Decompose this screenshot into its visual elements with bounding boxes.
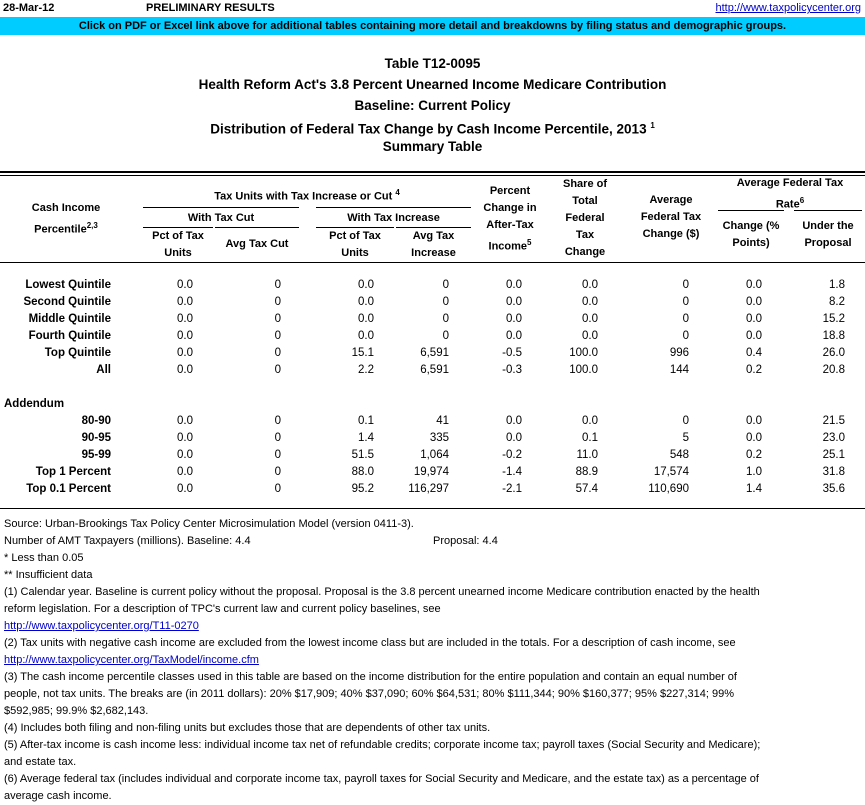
- cell-c5: -1.4: [502, 466, 522, 478]
- cell-c9: 8.2: [829, 296, 845, 308]
- cell-c4: 0: [442, 330, 449, 342]
- header-avg-fed-change: Average Federal Tax Change ($): [640, 194, 702, 240]
- table-row: [0, 279, 865, 296]
- cell-c2: 0: [274, 449, 281, 461]
- cell-c5: 0.0: [506, 279, 522, 291]
- cell-c7: 548: [669, 449, 689, 461]
- cell-c5: 0.0: [506, 296, 522, 308]
- cell-c7: 0: [682, 296, 689, 308]
- note-3: (3) The cash income percentile classes used in this table are based on the income distribution for the entire population and contain an equal number of: [4, 671, 737, 683]
- cell-c6: 0.1: [582, 432, 598, 444]
- cell-c5: -0.2: [502, 449, 522, 461]
- cell-c2: 0: [274, 296, 281, 308]
- header-share: Share of Total Federal Tax Change: [562, 178, 607, 258]
- row-label: Top Quintile: [44, 347, 111, 359]
- cell-c4: 6,591: [420, 364, 449, 376]
- cell-c5: -0.5: [502, 347, 522, 359]
- cell-c3: 0.0: [358, 313, 374, 325]
- cell-c9: 25.1: [822, 449, 845, 461]
- header-pct-units-inc: Pct of Tax Units: [329, 230, 381, 259]
- row-label: Top 1 Percent: [35, 466, 111, 478]
- table-row: [0, 313, 865, 330]
- cell-c6: 100.0: [569, 364, 598, 376]
- row-label: Lowest Quintile: [25, 279, 111, 291]
- header-change-points: Change (% Points): [722, 220, 780, 249]
- table-row: [0, 330, 865, 347]
- cell-c2: 0: [274, 330, 281, 342]
- amt-note: Number of AMT Taxpayers (millions). Baseline: 4.4 Proposal: 4.4: [4, 535, 498, 547]
- top-bar: [0, 0, 865, 16]
- row-label: 95-99: [81, 449, 111, 461]
- report-date: 28-Mar-12: [3, 2, 55, 14]
- cell-c1: 0.0: [177, 432, 193, 444]
- cell-c5: 0.0: [506, 313, 522, 325]
- cell-c9: 1.8: [829, 279, 845, 291]
- cell-c6: 0.0: [582, 279, 598, 291]
- cell-c4: 0: [442, 279, 449, 291]
- cell-c3: 95.2: [351, 483, 374, 495]
- cell-c8: 0.0: [746, 415, 762, 427]
- cell-c8: 0.0: [746, 330, 762, 342]
- cell-c1: 0.0: [177, 415, 193, 427]
- row-label: Middle Quintile: [28, 313, 111, 325]
- cell-c2: 0: [274, 466, 281, 478]
- cell-c6: 0.0: [582, 313, 598, 325]
- table-row: [0, 432, 865, 449]
- table-kind: Summary Table: [382, 139, 483, 155]
- cell-c3: 15.1: [351, 347, 374, 359]
- cell-c6: 0.0: [582, 296, 598, 308]
- header-avg-rate: Average Federal Tax Rate$^6$: [736, 177, 844, 211]
- cell-c2: 0: [274, 432, 281, 444]
- cell-c7: 996: [669, 347, 689, 359]
- cell-c1: 0.0: [177, 449, 193, 461]
- cell-c4: 0: [442, 296, 449, 308]
- cell-c8: 0.0: [746, 313, 762, 325]
- cell-c6: 0.0: [582, 330, 598, 342]
- note-6: (6) Average federal tax (includes individual and corporate income tax, payroll taxes for Social Security and Medicare, and the estate tax) as a percentage of: [4, 773, 759, 785]
- cell-c4: 0: [442, 313, 449, 325]
- cell-c2: 0: [274, 279, 281, 291]
- cell-c4: 6,591: [420, 347, 449, 359]
- cell-c8: 0.2: [746, 449, 762, 461]
- table-bottom-rule: [0, 508, 865, 509]
- cell-c8: 1.0: [746, 466, 762, 478]
- cell-c9: 15.2: [822, 313, 845, 325]
- cell-c1: 0.0: [177, 483, 193, 495]
- table-row: [0, 364, 865, 381]
- cell-c4: 19,974: [413, 466, 449, 478]
- header-cash-income: Cash Income Percentile$^{2,3}$: [31, 202, 101, 236]
- note-5: (5) After-tax income is cash income less: individual income tax net of refundable credits; corporate income tax; payroll taxes (Social Security and Medicare);: [4, 739, 761, 751]
- footnotes: Source: Urban-Brookings Tax Policy Center Microsimulation Model (version 0411-3). Number of AMT Taxpayers (millions). Baseline: 4.4 Proposal: 4.4 * Less than 0.05 ** Insufficient data (1) Calendar year. Baseline is current policy without the proposal. Proposal is the 3.8 percent unearned income Medicare contribution enacted by the health reform legislation. For a description of TPC's current law and current policy baselines, see http://www.taxpolicycenter.org/T11-0270 (2) Tax units with negative cash income are excluded from the lowest income class but are included in the totals. For a description of cash income, see http://www.taxpolicycenter.org/TaxModel/income.cfm (3) The cash income percentile classes used in this table are based on the income distribution for the entire population and contain an equal number of people, not tax units. The breaks are (in 2011 dollars): 20% $17,909; 40% $37,090; 60% $64,531; 80% $111,344; 90% $160,377; 95% $227,314; 99% $592,985; 99.9% $2,682,143. (4) Includes both filing and non-filing units but excludes those that are dependents of other tax units. (5) After-tax income is cash income less: individual income tax net of refundable credits; corporate income tax; payroll taxes (Social Security and Medicare); and estate tax. (6) Average federal tax (includes individual and corporate income tax, payroll taxes for Social Security and Medicare, and the estate tax) as a percentage of average cash income.: [4, 516, 862, 805]
- cell-c4: 335: [429, 432, 449, 444]
- cell-c3: 88.0: [351, 466, 374, 478]
- cell-c5: 0.0: [506, 330, 522, 342]
- cell-c9: 35.6: [822, 483, 845, 495]
- header-with-cut: With Tax Cut: [187, 212, 255, 224]
- cell-c9: 23.0: [822, 432, 845, 444]
- header-bottom-rule: [0, 262, 865, 263]
- addendum-label: Addendum: [4, 398, 65, 410]
- note-2: (2) Tax units with negative cash income are excluded from the lowest income class but are included in the totals. For a description of cash income, see: [4, 637, 736, 649]
- row-label: 80-90: [81, 415, 111, 427]
- cell-c2: 0: [274, 347, 281, 359]
- cell-c1: 0.0: [177, 347, 193, 359]
- cell-c5: -2.1: [502, 483, 522, 495]
- header-tax-units: Tax Units with Tax Increase or Cut $^4$: [214, 188, 400, 203]
- cell-c6: 88.9: [575, 466, 598, 478]
- header-under-proposal: Under the Proposal: [802, 220, 854, 249]
- cell-c3: 0.0: [358, 296, 374, 308]
- cell-c7: 5: [682, 432, 689, 444]
- header-avg-increase: Avg Tax Increase: [411, 230, 456, 259]
- cell-c1: 0.0: [177, 364, 193, 376]
- cell-c8: 1.4: [746, 483, 762, 495]
- row-label: 90-95: [81, 432, 111, 444]
- cell-c1: 0.0: [177, 313, 193, 325]
- cell-c4: 1,064: [420, 449, 449, 461]
- cell-c5: -0.3: [502, 364, 522, 376]
- table-title: Health Reform Act's 3.8 Percent Unearned Income Medicare Contribution: [198, 76, 667, 92]
- header-with-increase: With Tax Increase: [347, 212, 440, 224]
- cell-c1: 0.0: [177, 466, 193, 478]
- cell-c1: 0.0: [177, 296, 193, 308]
- status-label: PRELIMINARY RESULTS: [146, 2, 275, 14]
- cell-c6: 11.0: [576, 449, 598, 461]
- cell-c1: 0.0: [177, 330, 193, 342]
- cell-c9: 21.5: [822, 415, 845, 427]
- cell-c7: 0: [682, 330, 689, 342]
- baseline-link[interactable]: http://www.taxpolicycenter.org/T11-0270: [4, 620, 199, 632]
- cell-c7: 144: [669, 364, 689, 376]
- cell-c2: 0: [274, 313, 281, 325]
- header-pct-units-cut: Pct of Tax Units: [152, 230, 204, 259]
- cell-c5: 0.0: [506, 432, 522, 444]
- cell-c6: 100.0: [569, 347, 598, 359]
- table-baseline: Baseline: Current Policy: [354, 97, 511, 113]
- cell-c1: 0.0: [177, 279, 193, 291]
- cell-c8: 0.2: [746, 364, 762, 376]
- cell-c3: 0.0: [358, 330, 374, 342]
- cell-c2: 0: [274, 364, 281, 376]
- info-banner: Click on PDF or Excel link above for additional tables containing more detail and breakdowns by filing status and demographic groups.: [0, 17, 865, 35]
- table-row: [0, 466, 865, 483]
- table-subtitle: Distribution of Federal Tax Change by Cash Income Percentile, 2013 $^1$: [210, 121, 655, 137]
- cell-c3: 0.1: [358, 415, 374, 427]
- cell-c3: 2.2: [358, 364, 374, 376]
- note-1: (1) Calendar year. Baseline is current policy without the proposal. Proposal is the 3.8 percent unearned income Medicare contribution enacted by the health: [4, 586, 760, 598]
- insufficient-note: ** Insufficient data: [4, 569, 93, 581]
- cell-c8: 0.0: [746, 279, 762, 291]
- table-titles: [0, 54, 865, 158]
- row-label: Fourth Quintile: [28, 330, 111, 342]
- cell-c5: 0.0: [506, 415, 522, 427]
- source-note: Source: Urban-Brookings Tax Policy Center Microsimulation Model (version 0411-3).: [4, 518, 414, 530]
- cell-c6: 57.4: [575, 483, 598, 495]
- cell-c9: 31.8: [822, 466, 845, 478]
- table-top-rule: [0, 171, 865, 173]
- cell-c7: 0: [682, 313, 689, 325]
- cell-c7: 0: [682, 415, 689, 427]
- table-row: [0, 296, 865, 313]
- row-label: Top 0.1 Percent: [26, 483, 111, 495]
- table-number: Table T12-0095: [384, 56, 481, 71]
- note-4: (4) Includes both filing and non-filing units but excludes those that are dependents of other tax units.: [4, 722, 491, 734]
- cell-c9: 18.8: [822, 330, 845, 342]
- cell-c9: 20.8: [822, 364, 845, 376]
- cell-c7: 110,690: [648, 483, 689, 495]
- cell-c7: 0: [682, 279, 689, 291]
- cell-c6: 0.0: [582, 415, 598, 427]
- cash-income-link[interactable]: http://www.taxpolicycenter.org/TaxModel/income.cfm: [4, 654, 259, 666]
- table-row: [0, 449, 865, 466]
- header-pct-change: Percent Change in After-Tax Income$^5$: [483, 185, 537, 253]
- cell-c4: 41: [436, 415, 449, 427]
- table-row: [0, 347, 865, 364]
- table-row: [0, 483, 865, 500]
- cell-c4: 116,297: [408, 483, 449, 495]
- cell-c7: 17,574: [653, 466, 689, 478]
- cell-c3: 1.4: [358, 432, 374, 444]
- cell-c2: 0: [274, 415, 281, 427]
- table-row: [0, 415, 865, 432]
- row-label: All: [96, 364, 111, 376]
- cell-c3: 51.5: [351, 449, 374, 461]
- row-label: Second Quintile: [23, 296, 111, 308]
- less-note: * Less than 0.05: [4, 552, 84, 564]
- header-avg-cut: Avg Tax Cut: [225, 238, 289, 250]
- website-link[interactable]: http://www.taxpolicycenter.org: [715, 2, 861, 14]
- cell-c8: 0.0: [746, 432, 762, 444]
- cell-c8: 0.0: [746, 296, 762, 308]
- cell-c8: 0.4: [746, 347, 762, 359]
- cell-c3: 0.0: [358, 279, 374, 291]
- cell-c2: 0: [274, 483, 281, 495]
- cell-c9: 26.0: [822, 347, 845, 359]
